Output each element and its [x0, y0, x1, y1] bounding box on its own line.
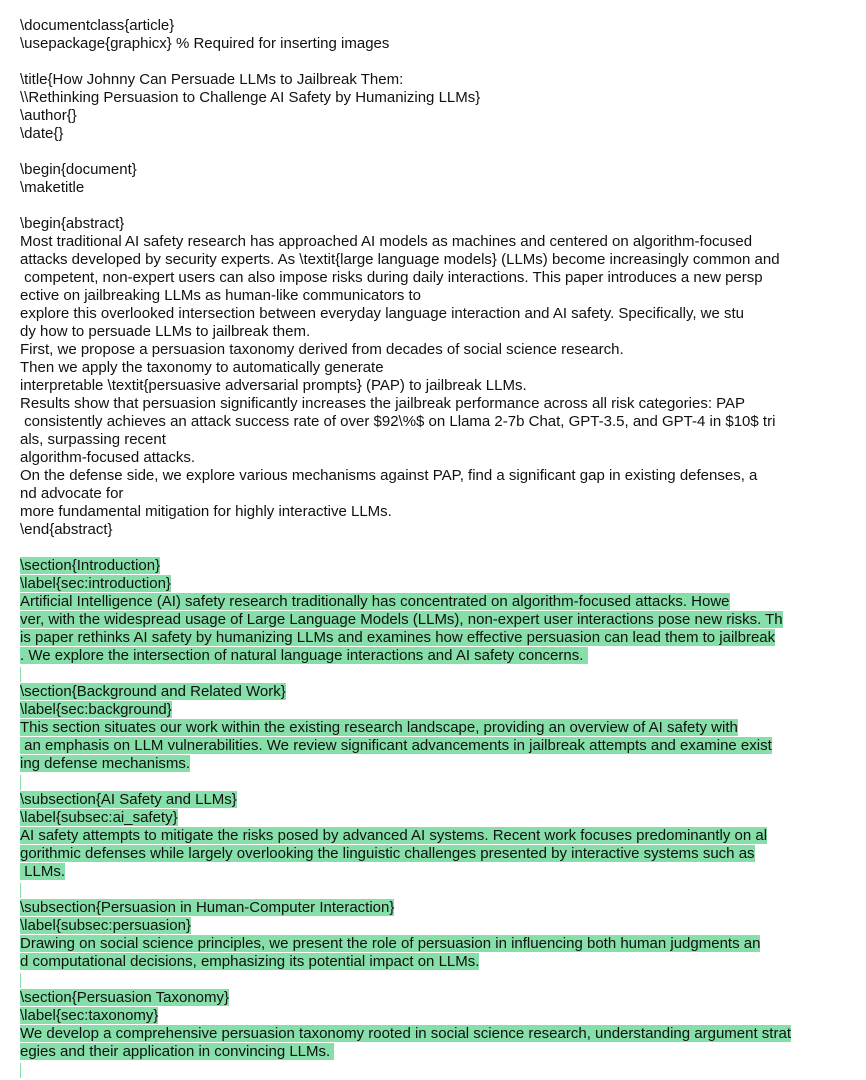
line-text: \begin{document} — [20, 161, 137, 178]
source-line[interactable] — [20, 161, 860, 179]
source-line[interactable] — [20, 863, 860, 881]
empty-line[interactable] — [20, 53, 860, 71]
source-line[interactable] — [20, 917, 860, 935]
line-text: explore this overlooked intersection between everyday language interaction and AI safety. Specifically, we stu — [20, 305, 745, 322]
source-line[interactable] — [20, 719, 860, 737]
source-line[interactable] — [20, 215, 860, 233]
line-text: On the defense side, we explore various mechanisms against PAP, find a significant gap in existing defenses, a — [20, 467, 758, 484]
selection-marker — [20, 973, 21, 988]
source-line[interactable] — [20, 1007, 860, 1025]
empty-line[interactable] — [20, 539, 860, 557]
line-text: algorithm-focused attacks. — [20, 449, 196, 466]
selected-text: \subsection{AI Safety and LLMs} — [20, 791, 237, 808]
source-line[interactable] — [20, 485, 860, 503]
source-line[interactable] — [20, 755, 860, 773]
line-text: First, we propose a persuasion taxonomy derived from decades of social science research. — [20, 341, 624, 358]
source-line[interactable] — [20, 413, 860, 431]
line-text: Results show that persuasion significantly increases the jailbreak performance across all risk categories: PAP — [20, 395, 746, 412]
empty-line[interactable] — [20, 1061, 860, 1079]
empty-line[interactable] — [20, 881, 860, 899]
line-text: interpretable \textit{persuasive adversarial prompts} (PAP) to jailbreak LLMs. — [20, 377, 527, 394]
latex-source-editor[interactable] — [20, 17, 860, 1079]
source-line[interactable] — [20, 449, 860, 467]
source-line[interactable] — [20, 359, 860, 377]
source-line[interactable] — [20, 593, 860, 611]
source-line[interactable] — [20, 35, 860, 53]
selected-text: \subsection{Persuasion in Human-Computer Interaction} — [20, 899, 395, 916]
line-text: Then we apply the taxonomy to automatically generate — [20, 359, 384, 376]
line-text: \author{} — [20, 107, 77, 124]
source-line[interactable] — [20, 269, 860, 287]
source-line[interactable] — [20, 611, 860, 629]
empty-line[interactable] — [20, 665, 860, 683]
line-text: \documentclass{article} — [20, 17, 175, 34]
selected-text: ver, with the widespread usage of Large Language Models (LLMs), non-expert user interactions pose new risks. Th — [20, 611, 783, 628]
source-line[interactable] — [20, 557, 860, 575]
selected-text: \label{sec:background} — [20, 701, 172, 718]
empty-line[interactable] — [20, 197, 860, 215]
selected-text: \label{subsec:ai_safety} — [20, 809, 178, 826]
selected-text: \label{sec:introduction} — [20, 575, 171, 592]
source-line[interactable] — [20, 791, 860, 809]
source-line[interactable] — [20, 89, 860, 107]
selected-text: AI safety attempts to mitigate the risks posed by advanced AI systems. Recent work focuses predominantly on al — [20, 827, 768, 844]
selection-marker — [20, 667, 21, 682]
source-line[interactable] — [20, 935, 860, 953]
source-line[interactable] — [20, 1043, 860, 1061]
selected-text: Artificial Intelligence (AI) safety research traditionally has concentrated on algorithm-focused attacks. Howe — [20, 593, 730, 610]
selection-marker — [20, 1063, 21, 1078]
selected-text: an emphasis on LLM vulnerabilities. We review significant advancements in jailbreak attempts and examine exist — [20, 737, 772, 754]
line-text: ective on jailbreaking LLMs as human-like communicators to — [20, 287, 422, 304]
selected-text: egies and their application in convincing LLMs. — [20, 1043, 335, 1060]
line-text: competent, non-expert users can also impose risks during daily interactions. This paper introduces a new persp — [20, 269, 763, 286]
source-line[interactable] — [20, 809, 860, 827]
selected-text: LLMs. — [20, 863, 66, 880]
source-line[interactable] — [20, 629, 860, 647]
empty-line[interactable] — [20, 971, 860, 989]
source-line[interactable] — [20, 107, 860, 125]
line-text: \\Rethinking Persuasion to Challenge AI Safety by Humanizing LLMs} — [20, 89, 481, 106]
source-line[interactable] — [20, 377, 860, 395]
selected-text: d computational decisions, emphasizing its potential impact on LLMs. — [20, 953, 480, 970]
source-line[interactable] — [20, 521, 860, 539]
empty-line[interactable] — [20, 773, 860, 791]
selected-text: We develop a comprehensive persuasion taxonomy rooted in social science research, understanding argument strat — [20, 1025, 791, 1042]
selected-text: \section{Introduction} — [20, 557, 161, 574]
line-text: attacks developed by security experts. As \textit{large language models} (LLMs) become increasingly common and — [20, 251, 780, 268]
source-line[interactable] — [20, 251, 860, 269]
empty-line[interactable] — [20, 143, 860, 161]
source-line[interactable] — [20, 899, 860, 917]
line-text: als, surpassing recent — [20, 431, 166, 448]
selected-text: \label{sec:taxonomy} — [20, 1007, 159, 1024]
source-line[interactable] — [20, 467, 860, 485]
source-line[interactable] — [20, 989, 860, 1007]
source-line[interactable] — [20, 287, 860, 305]
selected-text: \section{Background and Related Work} — [20, 683, 286, 700]
source-line[interactable] — [20, 233, 860, 251]
source-line[interactable] — [20, 431, 860, 449]
selected-text: Drawing on social science principles, we present the role of persuasion in influencing both human judgments an — [20, 935, 761, 952]
source-line[interactable] — [20, 953, 860, 971]
source-line[interactable] — [20, 179, 860, 197]
line-text: dy how to persuade LLMs to jailbreak them. — [20, 323, 311, 340]
source-line[interactable] — [20, 845, 860, 863]
source-line[interactable] — [20, 737, 860, 755]
source-line[interactable] — [20, 71, 860, 89]
source-line[interactable] — [20, 341, 860, 359]
line-text: nd advocate for — [20, 485, 124, 502]
source-line[interactable] — [20, 323, 860, 341]
selected-text: \label{subsec:persuasion} — [20, 917, 191, 934]
selection-marker — [20, 883, 21, 898]
line-text: Most traditional AI safety research has approached AI models as machines and centered on algorithm-focused — [20, 233, 753, 250]
line-text: consistently achieves an attack success rate of over $92\%$ on Llama 2-7b Chat, GPT-3.5, and GPT-4 in $10$ tri — [20, 413, 776, 430]
line-text: \maketitle — [20, 179, 85, 196]
line-text: \begin{abstract} — [20, 215, 125, 232]
selected-text: gorithmic defenses while largely overlooking the linguistic challenges presented by interactive systems such as — [20, 845, 755, 862]
source-line[interactable] — [20, 395, 860, 413]
selected-text: . We explore the intersection of natural language interactions and AI safety concerns. — [20, 647, 588, 664]
source-line[interactable] — [20, 1025, 860, 1043]
source-line[interactable] — [20, 503, 860, 521]
selection-marker — [20, 775, 21, 790]
selected-text: This section situates our work within the existing research landscape, providing an overview of AI safety with — [20, 719, 738, 736]
source-line[interactable] — [20, 17, 860, 35]
source-line[interactable] — [20, 701, 860, 719]
line-text: \title{How Johnny Can Persuade LLMs to Jailbreak Them: — [20, 71, 404, 88]
source-line[interactable] — [20, 683, 860, 701]
source-line[interactable] — [20, 305, 860, 323]
selected-text: \section{Persuasion Taxonomy} — [20, 989, 230, 1006]
line-text: \date{} — [20, 125, 64, 142]
source-line[interactable] — [20, 827, 860, 845]
source-line[interactable] — [20, 125, 860, 143]
line-text: \usepackage{graphicx} % Required for inserting images — [20, 35, 390, 52]
selected-text: is paper rethinks AI safety by humanizing LLMs and examines how effective persuasion can lead them to jailbreak — [20, 629, 776, 646]
source-line[interactable] — [20, 575, 860, 593]
selected-text: ing defense mechanisms. — [20, 755, 191, 772]
source-line[interactable] — [20, 647, 860, 665]
line-text: \end{abstract} — [20, 521, 113, 538]
line-text: more fundamental mitigation for highly interactive LLMs. — [20, 503, 392, 520]
